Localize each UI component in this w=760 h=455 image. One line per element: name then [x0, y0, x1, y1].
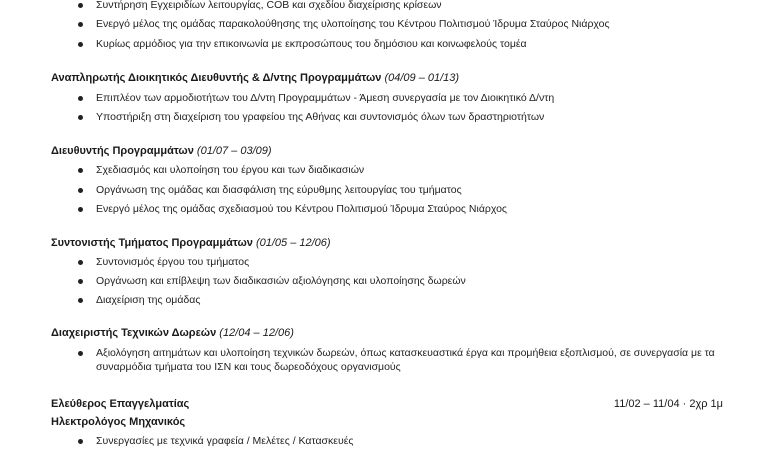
- list-item: Ενεργό μέλος της ομάδας παρακολούθησης της υλοποίησης του Κέντρου Πολιτισμού Ίδρυμα Σταύρος Νιάρχος: [96, 18, 610, 30]
- job-title: Διευθυντής Προγραμμάτων: [51, 145, 194, 157]
- job-dates: (01/07 – 03/09): [196, 145, 272, 157]
- job-dates: (12/04 – 12/06): [219, 327, 294, 339]
- list-item: Συντήρηση Εγχειριδίων λειτουργίας, COB και σχεδίου διαχείρισης κρίσεων: [96, 0, 442, 11]
- job-heading: [51, 144, 272, 158]
- job-dates: (01/05 – 12/06): [255, 237, 331, 249]
- list-item: Επιπλέον των αρμοδιοτήτων του Δ/ντη Προγραμμάτων - Άμεση συνεργασία με τον Διοικητικό Δ/ντη: [96, 92, 555, 104]
- list-item: Οργάνωση της ομάδας και διασφάλιση της εύρυθμης λειτουργίας του τμήματος: [96, 184, 462, 196]
- job-title: Αναπληρωτής Διοικητικός Διευθυντής & Δ/ντης Προγραμμάτων: [51, 72, 382, 84]
- list-item: Κυρίως αρμόδιος για την επικοινωνία με εκπροσώπους του δημόσιου και κοινωφελούς τομέα: [96, 38, 527, 50]
- list-item: Οργάνωση και επίβλεψη των διαδικασιών αξιολόγησης και υλοποίησης δωρεών: [96, 275, 466, 287]
- job-title: Ελεύθερος Επαγγελματίας: [51, 398, 190, 410]
- job-title: Διαχειριστής Τεχνικών Δωρεών: [51, 327, 217, 339]
- list-item: Συνεργασίες με τεχνικά γραφεία / Μελέτες / Κατασκευές: [96, 435, 354, 447]
- list-item: Υποστήριξη στη διαχείριση του γραφείου της Αθήνας και συντονισμός όλων των δραστηριοτήτων: [96, 111, 545, 123]
- job-title: Συντονιστής Τμήματος Προγραμμάτων: [51, 237, 253, 249]
- job-dates: (04/09 – 01/13): [384, 72, 460, 84]
- job-heading: [51, 71, 459, 85]
- list-item: Διαχείριση της ομάδας: [96, 294, 201, 306]
- job-heading: [51, 236, 331, 250]
- list-item: Αξιολόγηση αιτημάτων και υλοποίηση τεχνικών δωρεών, όπως κατασκευαστικά έργα και προμήθεια εξοπλισμού, σε συνεργασία με τα συναρμόδια τμήματα του ΙΣΝ και τους δωρεοδόχους οργανισμούς: [96, 347, 715, 373]
- list-item: Συντονισμός έργου του τμήματος: [96, 256, 250, 268]
- job-heading: [51, 326, 294, 340]
- list-item: Ενεργό μέλος της ομάδας σχεδιασμού του Κέντρου Πολιτισμού Ίδρυμα Σταύρος Νιάρχος: [96, 203, 507, 215]
- job-dates: 11/02 – 11/04 · 2χρ 1μ: [613, 398, 723, 410]
- job-subtitle: Ηλεκτρολόγος Μηχανικός: [51, 416, 186, 428]
- list-item: Σχεδιασμός και υλοποίηση του έργου και των διαδικασιών: [96, 164, 365, 176]
